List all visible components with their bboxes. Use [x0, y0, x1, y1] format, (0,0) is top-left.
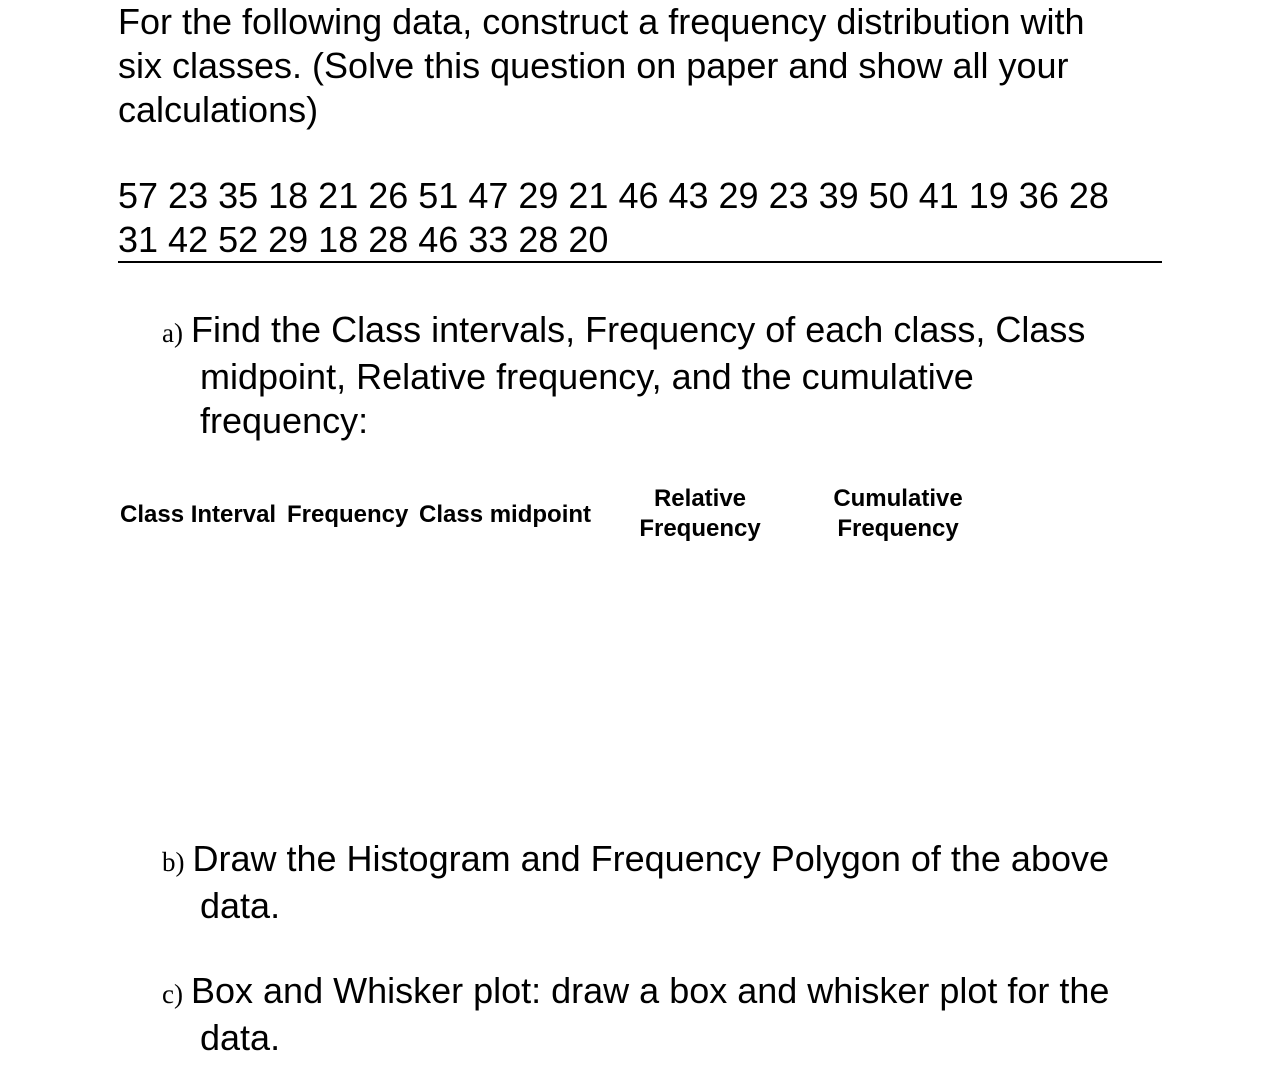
question-marker: c)	[162, 979, 183, 1009]
question-b	[162, 837, 1172, 928]
intro-line: six classes. (Solve this question on paper and show all your	[118, 45, 1069, 86]
question-c	[162, 969, 1172, 1060]
header-line: Frequency	[837, 515, 959, 542]
data-values	[118, 174, 1178, 262]
header-cumulative-frequency	[830, 484, 966, 544]
question-text: Draw the Histogram and Frequency Polygon of the above	[192, 838, 1110, 879]
question-a	[162, 308, 1172, 443]
header-line: Cumulative	[833, 485, 963, 512]
header-line: Relative	[653, 485, 747, 512]
divider	[118, 261, 1162, 263]
data-values-line: 57 23 35 18 21 26 51 47 29 21 46 43 29 23 39 50 41 19 36 28	[118, 175, 1109, 216]
intro-line: For the following data, construct a frequency distribution with	[118, 1, 1085, 42]
header-class-interval: Class Interval	[120, 501, 277, 528]
data-values-line: 31 42 52 29 18 28 46 33 28 20	[118, 219, 609, 260]
header-frequency: Frequency	[287, 501, 409, 528]
question-text: midpoint, Relative frequency, and the cumulative	[200, 356, 974, 397]
header-line: Frequency	[639, 515, 761, 542]
question-marker: a)	[162, 318, 183, 348]
question-text: data.	[200, 885, 281, 926]
intro-text	[118, 0, 1178, 132]
question-marker: b)	[162, 847, 185, 877]
question-text: Box and Whisker plot: draw a box and whisker plot for the	[190, 970, 1110, 1011]
question-text: frequency:	[200, 400, 369, 441]
header-relative-frequency	[636, 484, 764, 544]
question-text: Find the Class intervals, Frequency of each class, Class	[190, 309, 1086, 350]
question-text: data.	[200, 1017, 281, 1058]
header-class-midpoint: Class midpoint	[419, 501, 592, 528]
intro-line: calculations)	[118, 89, 319, 130]
